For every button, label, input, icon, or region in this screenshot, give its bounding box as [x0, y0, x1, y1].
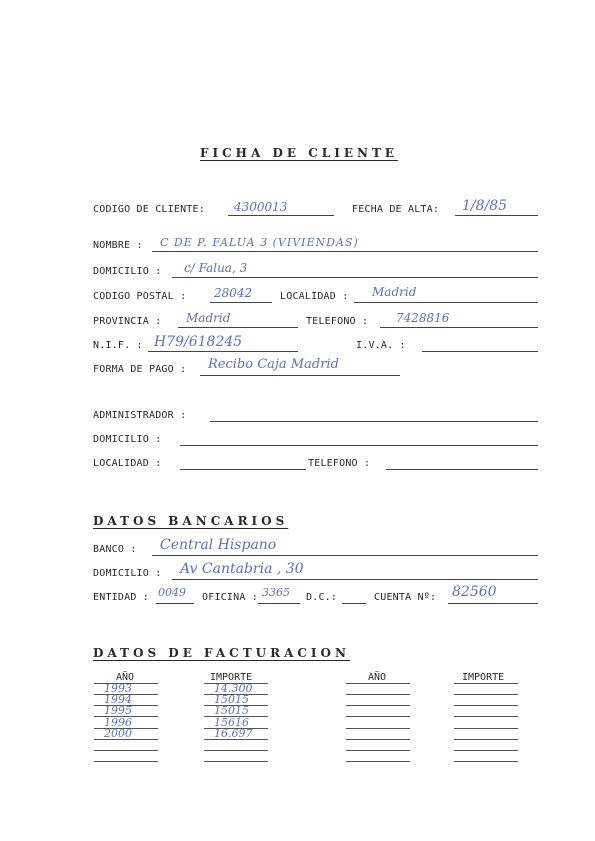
fecha-alta-label: FECHA DE ALTA:	[352, 204, 440, 215]
datos-facturacion-title: DATOS DE FACTURACION	[93, 646, 350, 660]
billing-row-line	[454, 716, 518, 717]
banco-label: BANCO :	[93, 544, 137, 555]
billing-row-line	[346, 761, 410, 762]
billing-row-line	[94, 750, 158, 751]
telefono-line	[380, 327, 538, 328]
billing-row-line	[346, 694, 410, 695]
billing-row-line	[454, 705, 518, 706]
billing-ano-cell[interactable]: 2000	[104, 726, 132, 740]
nombre-label: NOMBRE :	[93, 240, 143, 251]
banco-line	[152, 555, 538, 556]
codigo-postal-line	[210, 302, 272, 303]
nif-label: N.I.F. :	[93, 340, 143, 351]
nif-line	[148, 351, 298, 352]
codigo-cliente-value[interactable]: 4300013	[234, 200, 288, 214]
billing-row-line	[454, 761, 518, 762]
provincia-line	[178, 327, 298, 328]
administrador-line[interactable]	[210, 421, 538, 422]
col-ano-right: AÑO	[368, 672, 387, 683]
domicilio-label: DOMICILIO :	[93, 266, 162, 277]
codigo-cliente-label: CODIGO DE CLIENTE:	[93, 204, 205, 215]
admin-localidad-line[interactable]	[180, 469, 306, 470]
billing-row-line	[346, 750, 410, 751]
iva-label: I.V.A. :	[356, 340, 406, 351]
provincia-value[interactable]: Madrid	[186, 311, 231, 325]
entidad-value[interactable]: 0049	[158, 586, 186, 599]
billing-ano-cell[interactable]: 1996	[104, 715, 132, 729]
billing-row-line	[204, 750, 268, 751]
cuenta-line	[448, 603, 538, 604]
billing-row-line	[346, 705, 410, 706]
billing-ano-cell[interactable]: 1994	[104, 693, 132, 707]
banco-domicilio-line	[172, 579, 538, 580]
datos-bancarios-title: DATOS BANCARIOS	[93, 514, 289, 528]
billing-row-line	[454, 739, 518, 740]
admin-domicilio-label: DOMICILIO :	[93, 434, 162, 445]
provincia-label: PROVINCIA :	[93, 316, 162, 327]
telefono-label: TELEFONO :	[306, 316, 369, 327]
administrador-label: ADMINISTRADOR :	[93, 410, 187, 421]
nombre-line	[152, 251, 538, 252]
banco-value[interactable]: Central Hispano	[160, 537, 277, 553]
page-title: FICHA DE CLIENTE	[200, 146, 399, 160]
localidad-label: LOCALIDAD :	[280, 291, 349, 302]
codigo-postal-label: CODIGO POSTAL :	[93, 291, 187, 302]
domicilio-value[interactable]: c/ Falua, 3	[184, 261, 248, 275]
billing-importe-cell[interactable]: 16.697	[214, 726, 253, 740]
col-importe-right-underline	[454, 683, 518, 684]
billing-row-line	[454, 750, 518, 751]
forma-pago-line	[200, 375, 400, 376]
cuenta-value[interactable]: 82560	[452, 584, 497, 600]
forma-pago-value[interactable]: Recibo Caja Madrid	[208, 357, 339, 372]
billing-importe-cell[interactable]: 14.300	[214, 682, 253, 695]
localidad-value[interactable]: Madrid	[372, 285, 417, 299]
oficina-value[interactable]: 3365	[262, 586, 290, 599]
entidad-line	[156, 603, 194, 604]
admin-telefono-label: TELEFONO :	[308, 458, 371, 469]
dc-line	[342, 603, 366, 604]
billing-importe-cell[interactable]: 15015	[214, 704, 249, 718]
billing-row-line	[454, 728, 518, 729]
billing-ano-cell[interactable]: 1993	[104, 682, 132, 695]
billing-row-line	[346, 728, 410, 729]
banco-domicilio-value[interactable]: Av Cantabria , 30	[180, 561, 304, 577]
fecha-alta-line	[455, 215, 538, 216]
iva-line	[422, 351, 538, 352]
billing-row-line	[346, 716, 410, 717]
forma-pago-label: FORMA DE PAGO :	[93, 364, 187, 375]
codigo-postal-value[interactable]: 28042	[214, 286, 253, 300]
cuenta-label: CUENTA Nº:	[374, 592, 437, 603]
admin-telefono-line[interactable]	[386, 469, 538, 470]
col-importe-right: IMPORTE	[462, 672, 505, 683]
billing-importe-cell[interactable]: 15015	[214, 693, 249, 707]
col-ano-right-underline	[346, 683, 410, 684]
telefono-value[interactable]: 7428816	[396, 311, 450, 325]
col-ano-left: AÑO	[116, 672, 135, 683]
localidad-line	[354, 302, 538, 303]
banco-domicilio-label: DOMICILIO :	[93, 568, 162, 579]
dc-label: D.C.:	[306, 592, 338, 603]
col-importe-left: IMPORTE	[210, 672, 253, 683]
billing-row-line	[346, 739, 410, 740]
fecha-alta-value[interactable]: 1/8/85	[462, 198, 508, 214]
entidad-label: ENTIDAD :	[93, 592, 149, 603]
billing-row-line	[94, 761, 158, 762]
codigo-cliente-line	[228, 215, 334, 216]
oficina-line	[258, 603, 300, 604]
billing-ano-cell[interactable]: 1995	[104, 704, 132, 718]
nombre-value[interactable]: C DE P. FALUA 3 (VIVIENDAS)	[160, 236, 359, 249]
billing-row-line	[204, 761, 268, 762]
admin-domicilio-line[interactable]	[180, 445, 538, 446]
nif-value[interactable]: H79/618245	[154, 334, 243, 350]
billing-importe-cell[interactable]: 15616	[214, 715, 249, 729]
oficina-label: OFICINA :	[202, 592, 258, 603]
admin-localidad-label: LOCALIDAD :	[93, 458, 162, 469]
domicilio-line	[172, 277, 538, 278]
billing-row-line	[454, 694, 518, 695]
